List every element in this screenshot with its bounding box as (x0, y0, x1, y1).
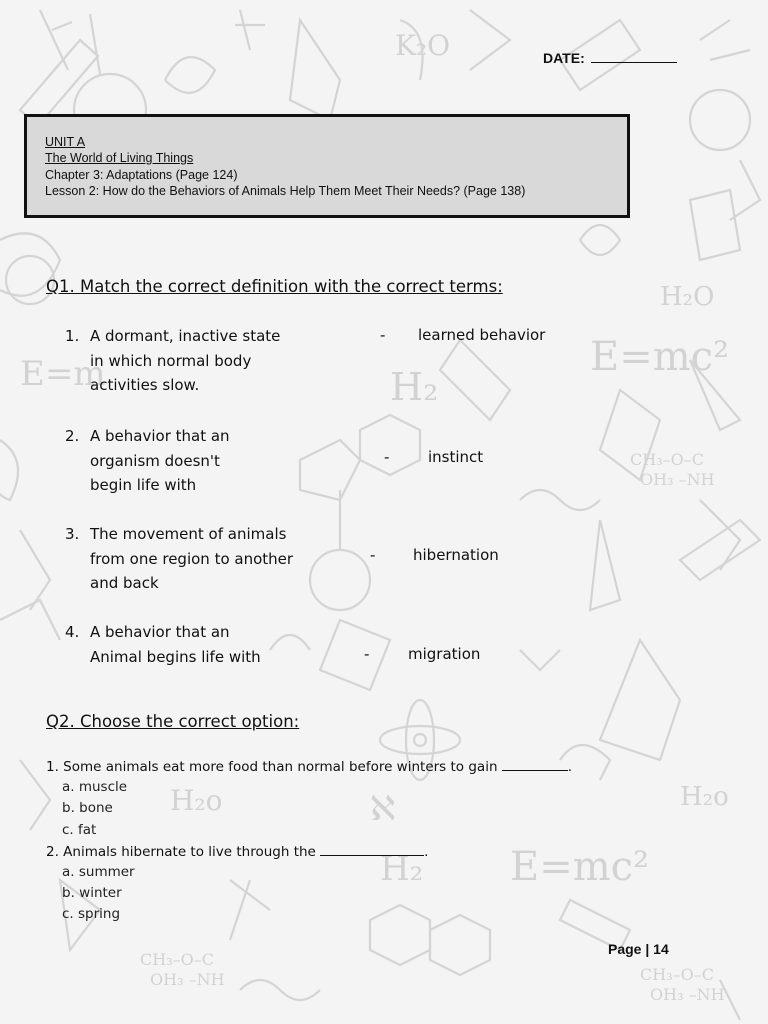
definition-line: Animal begins life with (90, 647, 261, 666)
svg-text:H₂: H₂ (390, 365, 439, 409)
date-blank-line[interactable] (591, 50, 677, 63)
definition-line: A behavior that an (90, 623, 230, 641)
q2-question-1 (46, 758, 572, 775)
svg-text:K₂O: K₂O (395, 29, 451, 62)
q1-number: 4. (65, 623, 80, 641)
q1-definition-4 (65, 620, 261, 669)
svg-text:CH₃–O–C: CH₃–O–C (640, 965, 714, 984)
match-dash: - (380, 326, 386, 344)
svg-text:H₂o: H₂o (170, 784, 223, 817)
definition-line: organism doesn't (90, 451, 220, 470)
svg-text:ℵ: ℵ (370, 789, 396, 829)
answer-blank[interactable] (502, 758, 568, 771)
date-field (543, 50, 677, 66)
q2-question-2 (46, 843, 428, 860)
svg-text:E=m: E=m (20, 354, 106, 394)
option-bone[interactable]: b. bone (62, 800, 113, 816)
q2-title: Q2. Choose the correct option: (46, 712, 300, 731)
question-end: . (424, 844, 429, 860)
match-dash: - (384, 448, 390, 466)
definition-line: in which normal body (90, 351, 252, 370)
unit-label: UNIT A (45, 135, 86, 149)
svg-text:E=mc²: E=mc² (510, 844, 650, 890)
option-fat[interactable]: c. fat (62, 822, 97, 838)
option-summer[interactable]: a. summer (62, 864, 135, 880)
svg-text:CH₃–O–C: CH₃–O–C (140, 950, 214, 969)
question-end: . (567, 759, 573, 775)
option-muscle[interactable]: a. muscle (62, 779, 128, 795)
term-learned-behavior: learned behavior (418, 326, 546, 344)
svg-text:E=mc²: E=mc² (590, 334, 730, 380)
question-text: 2. Animals hibernate to live through the (46, 844, 316, 860)
q1-definition-1 (65, 324, 280, 398)
definition-line: A dormant, inactive state (90, 327, 281, 345)
match-dash: - (370, 546, 376, 564)
definition-line: activities slow. (90, 376, 200, 394)
date-label: DATE: (543, 50, 585, 66)
q1-definition-3 (65, 522, 293, 596)
svg-text:OH₃ –NH: OH₃ –NH (640, 470, 715, 489)
term-migration: migration (408, 645, 481, 663)
svg-text:H₂o: H₂o (680, 782, 729, 812)
definition-line: The movement of animals (90, 525, 287, 543)
definition-line: from one region to another (90, 549, 294, 568)
q1-number: 3. (65, 525, 80, 543)
svg-text:H₂: H₂ (380, 849, 424, 889)
q1-number: 1. (65, 327, 80, 345)
definition-line: and back (90, 574, 159, 592)
lesson-header-box (24, 114, 630, 218)
definition-line: A behavior that an (90, 427, 230, 445)
chapter-line: Chapter 3: Adaptations (Page 124) (45, 167, 238, 182)
q1-title: Q1. Match the correct definition with the correct terms: (46, 277, 503, 296)
svg-text:OH₃ –NH: OH₃ –NH (150, 970, 225, 989)
svg-text:CH₃–O–C: CH₃–O–C (630, 450, 704, 469)
term-instinct: instinct (428, 448, 484, 466)
option-winter[interactable]: b. winter (62, 885, 122, 901)
question-text: 1. Some animals eat more food than normal before winters to gain (46, 759, 498, 775)
q1-definition-2 (65, 424, 230, 498)
unit-title: The World of Living Things (45, 151, 194, 166)
svg-text:OH₃ –NH: OH₃ –NH (650, 985, 725, 1004)
q1-number: 2. (65, 427, 80, 445)
definition-line: begin life with (90, 476, 197, 494)
svg-text:H₂O: H₂O (660, 282, 715, 312)
term-hibernation: hibernation (413, 546, 499, 564)
page-number: Page | 14 (608, 941, 669, 957)
lesson-line: Lesson 2: How do the Behaviors of Animals Help Them Meet Their Needs? (Page 138) (45, 183, 526, 198)
match-dash: - (364, 645, 370, 663)
option-spring[interactable]: c. spring (62, 906, 121, 922)
answer-blank[interactable] (320, 843, 424, 856)
